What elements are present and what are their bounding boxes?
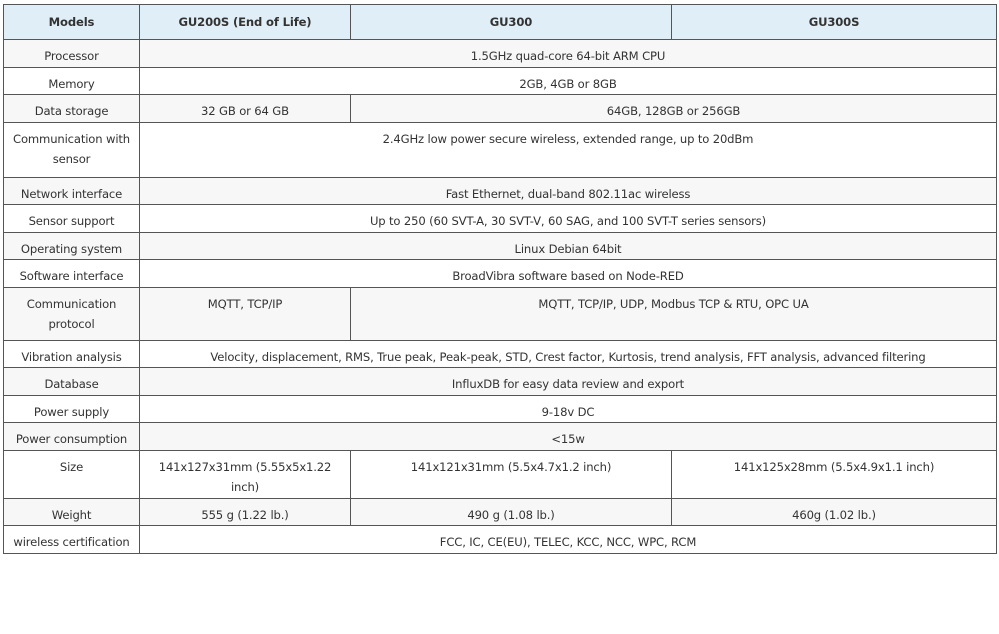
header-gu200s: GU200S (End of Life) — [140, 5, 351, 40]
row-label: Communication with sensor — [4, 122, 140, 177]
row-value: Up to 250 (60 SVT-A, 30 SVT-V, 60 SAG, and 100 SVT-T series sensors) — [140, 205, 997, 233]
cell-gu300-gu300s: MQTT, TCP/IP, UDP, Modbus TCP & RTU, OPC UA — [351, 287, 997, 340]
cell-gu200s: 555 g (1.22 lb.) — [140, 498, 351, 526]
row-label: Power consumption — [4, 423, 140, 451]
row-label: Data storage — [4, 95, 140, 123]
header-row — [4, 5, 997, 40]
row-label: Software interface — [4, 260, 140, 288]
row-label: Processor — [4, 40, 140, 68]
row-value: <15w — [140, 423, 997, 451]
row-data-storage — [4, 95, 997, 123]
spec-table — [3, 4, 997, 554]
header-models: Models — [4, 5, 140, 40]
row-size — [4, 450, 997, 498]
row-weight — [4, 498, 997, 526]
cell-gu300s: 141x125x28mm (5.5x4.9x1.1 inch) — [672, 450, 997, 498]
row-vibration — [4, 340, 997, 368]
row-communication — [4, 122, 997, 177]
row-database — [4, 368, 997, 396]
row-label: Communication protocol — [4, 287, 140, 340]
row-value: Linux Debian 64bit — [140, 232, 997, 260]
row-value: 9-18v DC — [140, 395, 997, 423]
row-processor — [4, 40, 997, 68]
row-label: Vibration analysis — [4, 340, 140, 368]
row-label: Power supply — [4, 395, 140, 423]
row-label: Network interface — [4, 177, 140, 205]
row-value: 2GB, 4GB or 8GB — [140, 67, 997, 95]
cell-gu200s: MQTT, TCP/IP — [140, 287, 351, 340]
cell-gu200s: 32 GB or 64 GB — [140, 95, 351, 123]
row-label: Memory — [4, 67, 140, 95]
row-value: Velocity, displacement, RMS, True peak, Peak-peak, STD, Crest factor, Kurtosis, trend analysis, FFT analysis, advanced filtering — [140, 340, 997, 368]
header-gu300s: GU300S — [672, 5, 997, 40]
cell-gu300: 141x121x31mm (5.5x4.7x1.2 inch) — [351, 450, 672, 498]
cell-gu300s: 460g (1.02 lb.) — [672, 498, 997, 526]
row-label: Sensor support — [4, 205, 140, 233]
row-sensor-support — [4, 205, 997, 233]
row-operating-system — [4, 232, 997, 260]
row-power-consumption — [4, 423, 997, 451]
row-software — [4, 260, 997, 288]
cell-gu300-gu300s: 64GB, 128GB or 256GB — [351, 95, 997, 123]
row-label: Size — [4, 450, 140, 498]
row-label: Database — [4, 368, 140, 396]
row-value: FCC, IC, CE(EU), TELEC, KCC, NCC, WPC, RCM — [140, 526, 997, 554]
cell-gu300: 490 g (1.08 lb.) — [351, 498, 672, 526]
row-label: Weight — [4, 498, 140, 526]
row-memory — [4, 67, 997, 95]
header-gu300: GU300 — [351, 5, 672, 40]
row-network — [4, 177, 997, 205]
row-power-supply — [4, 395, 997, 423]
row-value: 2.4GHz low power secure wireless, extended range, up to 20dBm — [140, 122, 997, 177]
row-protocol — [4, 287, 997, 340]
row-value: BroadVibra software based on Node-RED — [140, 260, 997, 288]
row-label: Operating system — [4, 232, 140, 260]
row-value: InfluxDB for easy data review and export — [140, 368, 997, 396]
row-value: 1.5GHz quad-core 64-bit ARM CPU — [140, 40, 997, 68]
row-wireless-certification — [4, 526, 997, 554]
cell-gu200s: 141x127x31mm (5.55x5x1.22 inch) — [140, 450, 351, 498]
row-label: wireless certification — [4, 526, 140, 554]
row-value: Fast Ethernet, dual-band 802.11ac wireless — [140, 177, 997, 205]
